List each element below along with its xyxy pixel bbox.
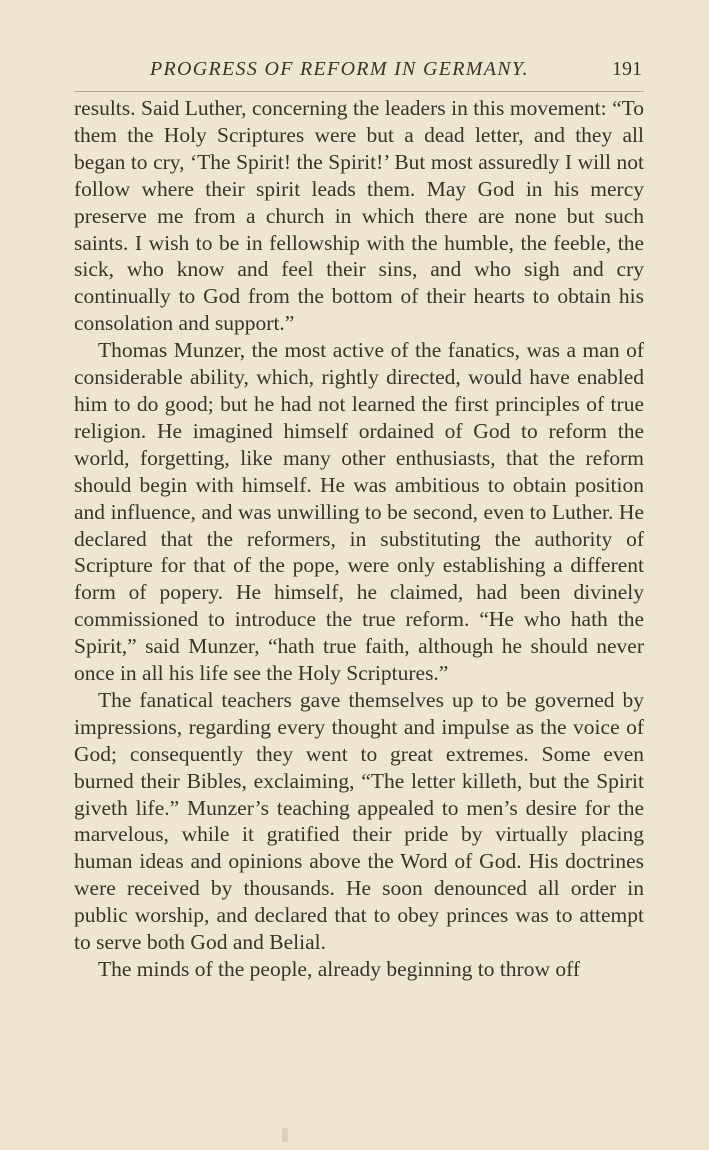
paragraph-fanatical-teachers: The fanatical teachers gave themselves up to be governed by impressions, regarding every thought and impulse as the voice of God; consequently they went to great extremes. Some even burned their Bibles, exclaiming, “The letter killeth, but the Spirit giveth life.” Munzer’s teaching appealed to men’s desire for the marvelous, while it gratified their pride by virtually placing human ideas and opinions above the Word of God. His doctrines were received by thousands. He soon denounced all order in public worship, and declared that to obey princes was to attempt to serve both God and Belial. [74,687,644,955]
paragraph-continuation: results. Said Luther, concerning the leaders in this movement: “To them the Holy Scriptures were but a dead letter, and they all began to cry, ‘The Spirit! the Spirit!’ But most assuredly I will not follow where their spirit leads them. May God in his mercy preserve me from a church in which there are none but such saints. I wish to be in fellowship with the humble, the feeble, the sick, who know and feel their sins, and who sigh and cry continually to God from the bottom of their hearts to obtain his consolation and support.” [74,96,644,336]
page-header [74,56,644,88]
paragraph-minds-of-people: The minds of the people, already beginning to throw off [98,957,581,981]
header-rule [74,91,644,92]
page-number: 191 [612,58,642,80]
paragraph-munzer: Thomas Munzer, the most active of the fanatics, was a man of considerable ability, which, rightly directed, would have enabled him to do good; but he had not learned the first principles of true religion. He imagined himself ordained of God to reform the world, forgetting, like many other enthusiasts, that the reform should begin with himself. He was ambitious to obtain position and influence, and was unwilling to be second, even to Luther. He declared that the reformers, in substituting the authority of Scripture for that of the pope, were only establishing a different form of popery. He himself, he claimed, had been divinely commissioned to introduce the true reform. “He who hath the Spirit,” said Munzer, “hath true faith, although he should never once in all his life see the Holy Scriptures.” [74,338,644,686]
running-title: PROGRESS OF REFORM IN GERMANY. [150,58,529,80]
paper-mark [282,1128,288,1142]
body-text [74,95,644,983]
